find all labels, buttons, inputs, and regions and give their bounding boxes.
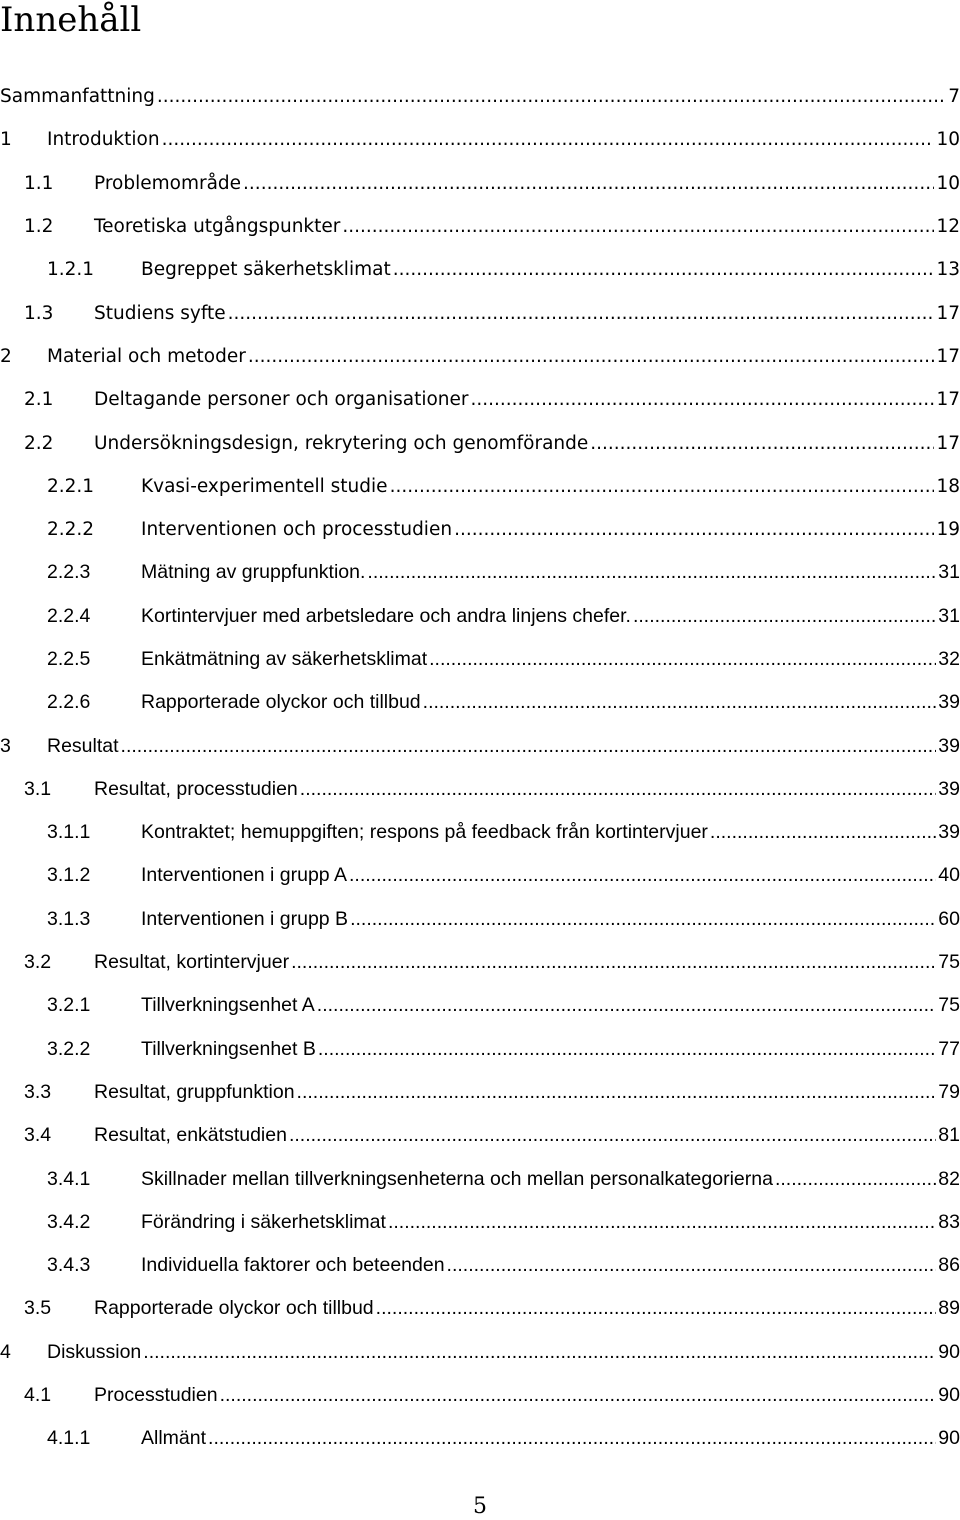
toc-entry-line — [47, 1331, 960, 1374]
toc-entry-title: Resultat, kortintervjuer — [94, 951, 290, 974]
toc-dot-leader — [300, 778, 937, 801]
toc-entry-line — [141, 1201, 960, 1244]
toc-entry-number: 3.1.2 — [47, 864, 91, 887]
toc-dot-leader — [393, 259, 935, 280]
toc-dot-leader — [289, 1124, 936, 1147]
toc-entry-number: 3.2.1 — [47, 994, 91, 1017]
toc-entry-line — [141, 854, 960, 897]
toc-entry-title: Tillverkningsenhet A — [141, 994, 315, 1017]
toc-entry[interactable] — [0, 638, 960, 681]
toc-entry[interactable] — [0, 551, 960, 594]
toc-entry-number: 2.1 — [24, 389, 54, 411]
toc-entry-title: Förändring i säkerhetsklimat — [141, 1210, 386, 1233]
table-of-contents — [0, 75, 960, 1461]
toc-entry[interactable] — [0, 335, 960, 378]
toc-entry-line — [141, 551, 960, 594]
toc-entry-number: 3.3 — [24, 1080, 52, 1103]
toc-entry-line — [94, 205, 960, 248]
toc-entry-line — [94, 1114, 960, 1157]
toc-entry-page: 12 — [936, 216, 960, 238]
toc-dot-leader — [429, 648, 936, 671]
toc-entry[interactable] — [0, 681, 960, 724]
toc-entry-title: Skillnader mellan tillverkningsenheterna och mellan personalkategorierna — [141, 1167, 773, 1190]
toc-entry-page: 83 — [938, 1210, 960, 1233]
toc-dot-leader — [376, 1297, 937, 1320]
toc-entry[interactable] — [0, 1028, 960, 1071]
toc-entry-page: 39 — [938, 777, 960, 800]
toc-entry-number: 2.2.5 — [47, 648, 91, 670]
toc-entry-title: Resultat, processtudien — [94, 777, 298, 800]
toc-entry-page: 31 — [938, 561, 960, 584]
toc-dot-leader — [157, 86, 946, 107]
toc-entry-title: Kvasi-experimentell studie — [141, 475, 388, 497]
toc-entry-line — [94, 941, 960, 984]
toc-entry[interactable] — [0, 1157, 960, 1200]
toc-entry-number: 1.1 — [24, 172, 54, 194]
toc-entry-number: 2.2 — [24, 432, 54, 454]
toc-dot-leader — [162, 129, 935, 150]
toc-entry-page: 17 — [936, 345, 960, 367]
toc-entry-page: 90 — [938, 1384, 960, 1407]
toc-entry-page: 39 — [938, 821, 960, 844]
toc-entry[interactable] — [0, 1114, 960, 1157]
toc-dot-leader — [291, 951, 936, 974]
toc-entry-title: Studiens syfte — [94, 302, 226, 324]
toc-entry-number: 3.2 — [24, 951, 52, 974]
toc-entry-number: 4.1 — [24, 1384, 52, 1407]
toc-entry[interactable] — [0, 1071, 960, 1114]
toc-entry-number: 3.5 — [24, 1297, 52, 1320]
toc-entry[interactable] — [0, 1374, 960, 1417]
toc-entry-title: Undersökningsdesign, rekrytering och genomförande — [94, 432, 589, 454]
toc-entry-line — [94, 768, 960, 811]
toc-entry[interactable] — [0, 118, 960, 161]
toc-entry-number: 2.2.2 — [47, 519, 95, 541]
toc-entry-line — [47, 118, 960, 161]
toc-entry-title: Sammanfattning — [0, 86, 155, 108]
toc-dot-leader — [220, 1384, 937, 1407]
toc-entry[interactable] — [0, 75, 960, 118]
toc-entry-page: 31 — [938, 604, 960, 627]
toc-entry-page: 39 — [938, 691, 960, 714]
toc-entry-number: 3.1 — [24, 777, 52, 800]
toc-entry-line — [141, 638, 960, 681]
toc-entry-title: Rapporterade olyckor och tillbud — [94, 1297, 374, 1320]
toc-entry[interactable] — [0, 811, 960, 854]
toc-entry-number: 1.2.1 — [47, 259, 95, 281]
toc-entry-title: Processtudien — [94, 1384, 218, 1407]
toc-entry-page: 81 — [938, 1124, 960, 1147]
toc-dot-leader — [390, 476, 935, 497]
toc-entry[interactable] — [0, 1244, 960, 1287]
toc-entry[interactable] — [0, 768, 960, 811]
toc-entry-title: Problemområde — [94, 172, 242, 194]
toc-entry[interactable] — [0, 854, 960, 897]
toc-dot-leader — [143, 1341, 936, 1364]
toc-dot-leader — [297, 1081, 937, 1104]
toc-entry[interactable] — [0, 1201, 960, 1244]
toc-entry-line — [94, 378, 960, 421]
toc-entry-page: 17 — [936, 389, 960, 411]
toc-entry-title: Material och metoder — [47, 345, 246, 367]
toc-dot-leader — [318, 1038, 936, 1061]
toc-entry[interactable] — [0, 378, 960, 421]
toc-entry-line — [141, 1157, 960, 1200]
toc-entry[interactable] — [0, 724, 960, 767]
toc-entry[interactable] — [0, 248, 960, 291]
toc-entry-line — [94, 291, 960, 334]
toc-entry-page: 10 — [936, 172, 960, 194]
toc-dot-leader — [350, 908, 936, 931]
toc-entry[interactable] — [0, 1287, 960, 1330]
toc-entry-line — [141, 898, 960, 941]
toc-entry-number: 2.2.1 — [47, 475, 95, 497]
toc-entry-title: Allmänt — [141, 1427, 207, 1450]
toc-entry-page: 40 — [938, 864, 960, 887]
toc-entry-page: 90 — [938, 1340, 960, 1363]
toc-entry-page: 79 — [938, 1080, 960, 1103]
toc-dot-leader — [367, 561, 936, 584]
toc-dot-leader — [423, 691, 937, 714]
toc-entry-number: 3.2.2 — [47, 1037, 91, 1060]
toc-dot-leader — [317, 994, 937, 1017]
toc-entry-number: 3 — [0, 734, 11, 757]
toc-entry[interactable] — [0, 162, 960, 205]
toc-entry-page: 89 — [938, 1297, 960, 1320]
toc-entry-line — [47, 335, 960, 378]
toc-entry-number: 2.2.4 — [47, 604, 91, 627]
toc-entry[interactable] — [0, 1417, 960, 1460]
toc-entry-number: 2.2.6 — [47, 691, 91, 714]
toc-entry-page: 18 — [936, 475, 960, 497]
toc-entry-title: Enkätmätning av säkerhetsklimat — [141, 648, 428, 670]
toc-entry-title: Interventionen i grupp B — [141, 907, 349, 930]
toc-dot-leader — [228, 303, 935, 324]
toc-entry[interactable] — [0, 595, 960, 638]
toc-entry-title: Resultat, gruppfunktion — [94, 1080, 295, 1103]
toc-entry-title: Tillverkningsenhet B — [141, 1037, 316, 1060]
toc-entry-title: Diskussion — [47, 1340, 142, 1363]
toc-entry-title: Individuella faktorer och beteenden — [141, 1254, 445, 1277]
toc-dot-leader — [471, 389, 935, 410]
toc-entry-page: 32 — [938, 648, 960, 670]
toc-entry[interactable] — [0, 205, 960, 248]
toc-entry-line — [141, 1417, 960, 1460]
toc-entry-number: 1 — [0, 129, 12, 151]
toc-dot-leader — [243, 173, 934, 194]
toc-entry-line — [141, 984, 960, 1027]
toc-entry-title: Deltagande personer och organisationer — [94, 389, 469, 411]
toc-entry-page: 82 — [938, 1167, 960, 1190]
toc-dot-leader — [633, 605, 936, 628]
toc-entry-page: 77 — [938, 1037, 960, 1060]
toc-entry-line — [94, 1287, 960, 1330]
toc-entry[interactable] — [0, 898, 960, 941]
toc-entry-line — [141, 681, 960, 724]
toc-dot-leader — [775, 1168, 936, 1191]
toc-entry-number: 2 — [0, 345, 12, 367]
toc-dot-leader — [454, 519, 934, 540]
toc-entry-page: 13 — [936, 259, 960, 281]
toc-entry-line — [141, 508, 960, 551]
toc-entry-title: Teoretiska utgångspunkter — [94, 216, 341, 238]
toc-entry-title: Kortintervjuer med arbetsledare och andra linjens chefer. — [141, 604, 631, 627]
toc-dot-leader — [121, 735, 937, 758]
toc-entry-number: 3.4.1 — [47, 1167, 91, 1190]
toc-entry-line — [47, 724, 960, 767]
toc-entry[interactable] — [0, 508, 960, 551]
toc-entry-page: 7 — [948, 86, 960, 108]
toc-entry-title: Resultat, enkätstudien — [94, 1124, 287, 1147]
toc-entry-page: 17 — [936, 432, 960, 454]
toc-entry-page: 10 — [936, 129, 960, 151]
toc-entry[interactable] — [0, 465, 960, 508]
toc-dot-leader — [388, 1211, 936, 1234]
toc-dot-leader — [590, 433, 934, 454]
toc-entry-line — [94, 1374, 960, 1417]
toc-entry-title: Mätning av gruppfunktion. — [141, 561, 366, 584]
toc-entry-number: 4.1.1 — [47, 1427, 91, 1450]
toc-entry-number: 1.2 — [24, 216, 54, 238]
toc-entry-number: 3.4.2 — [47, 1210, 91, 1233]
toc-entry-number: 1.3 — [24, 302, 54, 324]
toc-entry[interactable] — [0, 984, 960, 1027]
toc-entry-line — [141, 248, 960, 291]
toc-entry-line — [94, 421, 960, 464]
toc-entry-number: 3.1.1 — [47, 821, 91, 844]
toc-entry-line — [141, 1028, 960, 1071]
toc-entry-page: 90 — [938, 1427, 960, 1450]
toc-entry-line — [94, 162, 960, 205]
toc-entry-title: Rapporterade olyckor och tillbud — [141, 691, 421, 714]
toc-entry-title: Resultat — [47, 734, 119, 757]
toc-entry-line — [141, 595, 960, 638]
toc-entry-title: Interventionen i grupp A — [141, 864, 347, 887]
toc-entry-line — [94, 1071, 960, 1114]
toc-entry-line — [141, 811, 960, 854]
toc-entry-number: 2.2.3 — [47, 561, 91, 584]
toc-entry-page: 39 — [938, 734, 960, 757]
toc-entry[interactable] — [0, 1331, 960, 1374]
page-title: Innehåll — [0, 0, 142, 40]
toc-entry-line — [0, 75, 960, 118]
toc-entry-title: Kontraktet; hemuppgiften; respons på feedback från kortintervjuer — [141, 821, 708, 844]
toc-entry-page: 19 — [936, 519, 960, 541]
toc-entry-number: 3.1.3 — [47, 907, 91, 930]
toc-entry[interactable] — [0, 941, 960, 984]
toc-entry-page: 75 — [938, 994, 960, 1017]
toc-dot-leader — [710, 821, 936, 844]
toc-entry-number: 4 — [0, 1340, 11, 1363]
toc-dot-leader — [349, 864, 936, 887]
toc-entry-line — [141, 1244, 960, 1287]
toc-entry-page: 17 — [936, 302, 960, 324]
toc-dot-leader — [248, 346, 935, 367]
toc-entry-page: 60 — [938, 907, 960, 930]
toc-entry-title: Begreppet säkerhetsklimat — [141, 259, 391, 281]
toc-entry-title: Interventionen och processtudien — [141, 519, 453, 541]
toc-entry-page: 86 — [938, 1254, 960, 1277]
toc-entry-number: 3.4 — [24, 1124, 52, 1147]
toc-entry-page: 75 — [938, 951, 960, 974]
toc-entry[interactable] — [0, 291, 960, 334]
toc-entry[interactable] — [0, 421, 960, 464]
toc-dot-leader — [447, 1254, 937, 1277]
toc-entry-line — [141, 465, 960, 508]
toc-entry-number: 3.4.3 — [47, 1254, 91, 1277]
toc-dot-leader — [208, 1427, 936, 1450]
toc-entry-title: Introduktion — [47, 129, 160, 151]
page-number: 5 — [473, 1494, 487, 1519]
toc-dot-leader — [342, 216, 934, 237]
